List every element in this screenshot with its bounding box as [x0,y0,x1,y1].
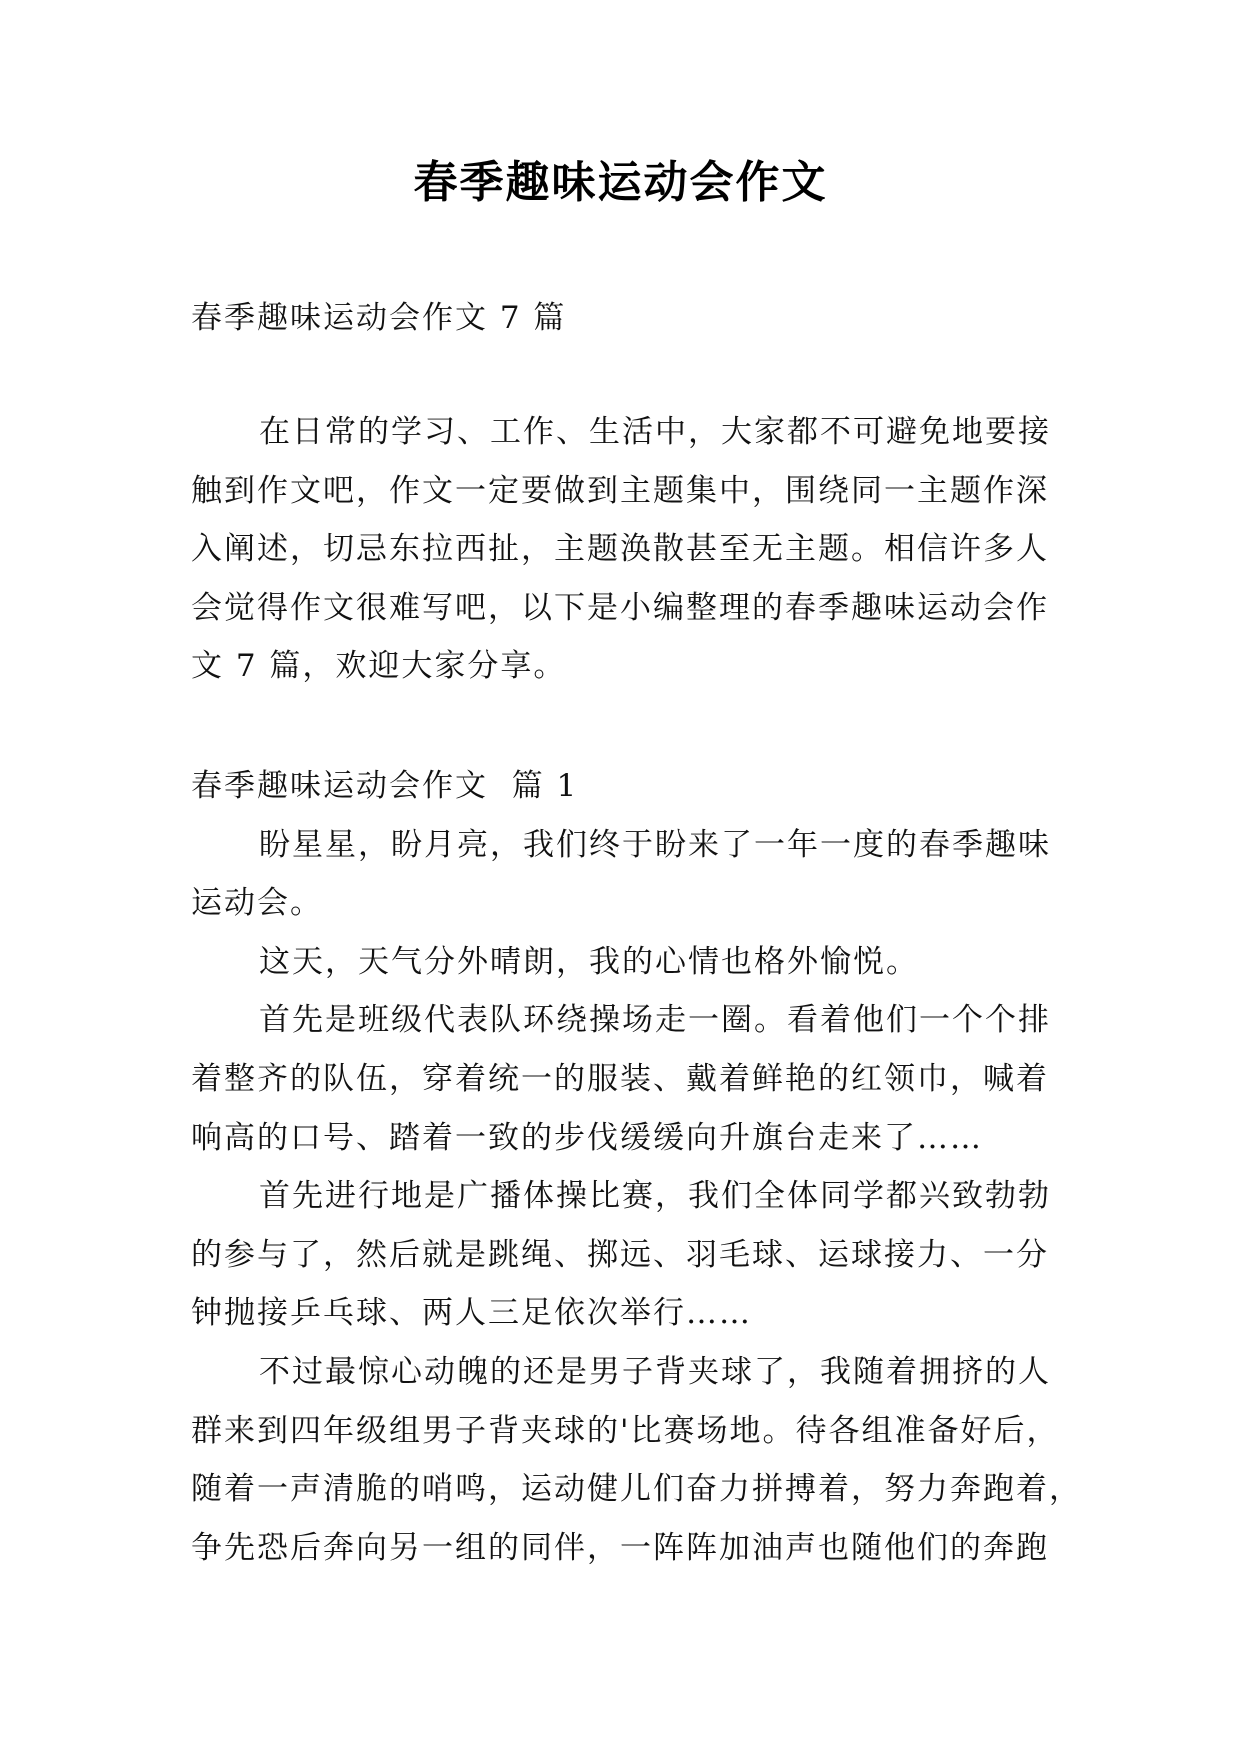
paragraph-line: 首先是班级代表队环绕操场走一圈。看着他们一个个排 [259,1002,1051,1039]
document-title: 春季趣味运动会作文 [413,157,828,208]
paragraph-line: 响高的口号、踏着一致的步伐缓缓向升旗台走来了…… [191,1119,983,1156]
paragraph-line: 首先进行地是广播体操比赛，我们全体同学都兴致勃勃 [259,1178,1051,1215]
paragraph-line: 不过最惊心动魄的还是男子背夹球了，我随着拥挤的人 [259,1353,1051,1390]
section-paragraph [191,991,1151,1167]
paragraph-line: 群来到四年级组男子背夹球的'比赛场地。待各组准备好后， [191,1412,1060,1449]
document-subtitle: 春季趣味运动会作文 7 篇 [191,300,567,336]
section-paragraph [191,1343,1151,1577]
section-paragraph [191,1167,1151,1343]
paragraph-line: 入阐述，切忌东拉西扯，主题涣散甚至无主题。相信许多人 [191,531,1049,568]
paragraph-line: 会觉得作文很难写吧，以下是小编整理的春季趣味运动会作 [191,589,1049,626]
intro-paragraph [191,403,1151,696]
paragraph-line: 着整齐的队伍，穿着统一的服装、戴着鲜艳的红领巾，喊着 [191,1060,1049,1097]
section-paragraph [191,933,1151,992]
paragraph-line: 争先恐后奔向另一组的同伴，一阵阵加油声也随他们的奔跑 [191,1529,1049,1566]
paragraph-line: 运动会。 [191,885,323,922]
paragraph-line: 随着一声清脆的哨鸣，运动健儿们奋力拼搏着，努力奔跑着， [191,1471,1082,1508]
essay-section-1 [191,757,1151,1577]
paragraph-line: 钟抛接乒乓球、两人三足依次举行…… [191,1295,752,1332]
section-heading: 春季趣味运动会作文 篇 1 [191,768,579,804]
paragraph-line: 的参与了，然后就是跳绳、掷远、羽毛球、运球接力、一分 [191,1236,1049,1273]
paragraph-line: 文 7 篇，欢迎大家分享。 [191,648,567,685]
paragraph-line: 盼星星，盼月亮，我们终于盼来了一年一度的春季趣味 [259,826,1051,863]
paragraph-line: 这天，天气分外晴朗，我的心情也格外愉悦。 [259,943,919,980]
paragraph-line: 触到作文吧，作文一定要做到主题集中，围绕同一主题作深 [191,472,1049,509]
paragraph-line: 在日常的学习、工作、生活中，大家都不可避免地要接 [259,414,1051,450]
section-paragraph [191,816,1151,933]
